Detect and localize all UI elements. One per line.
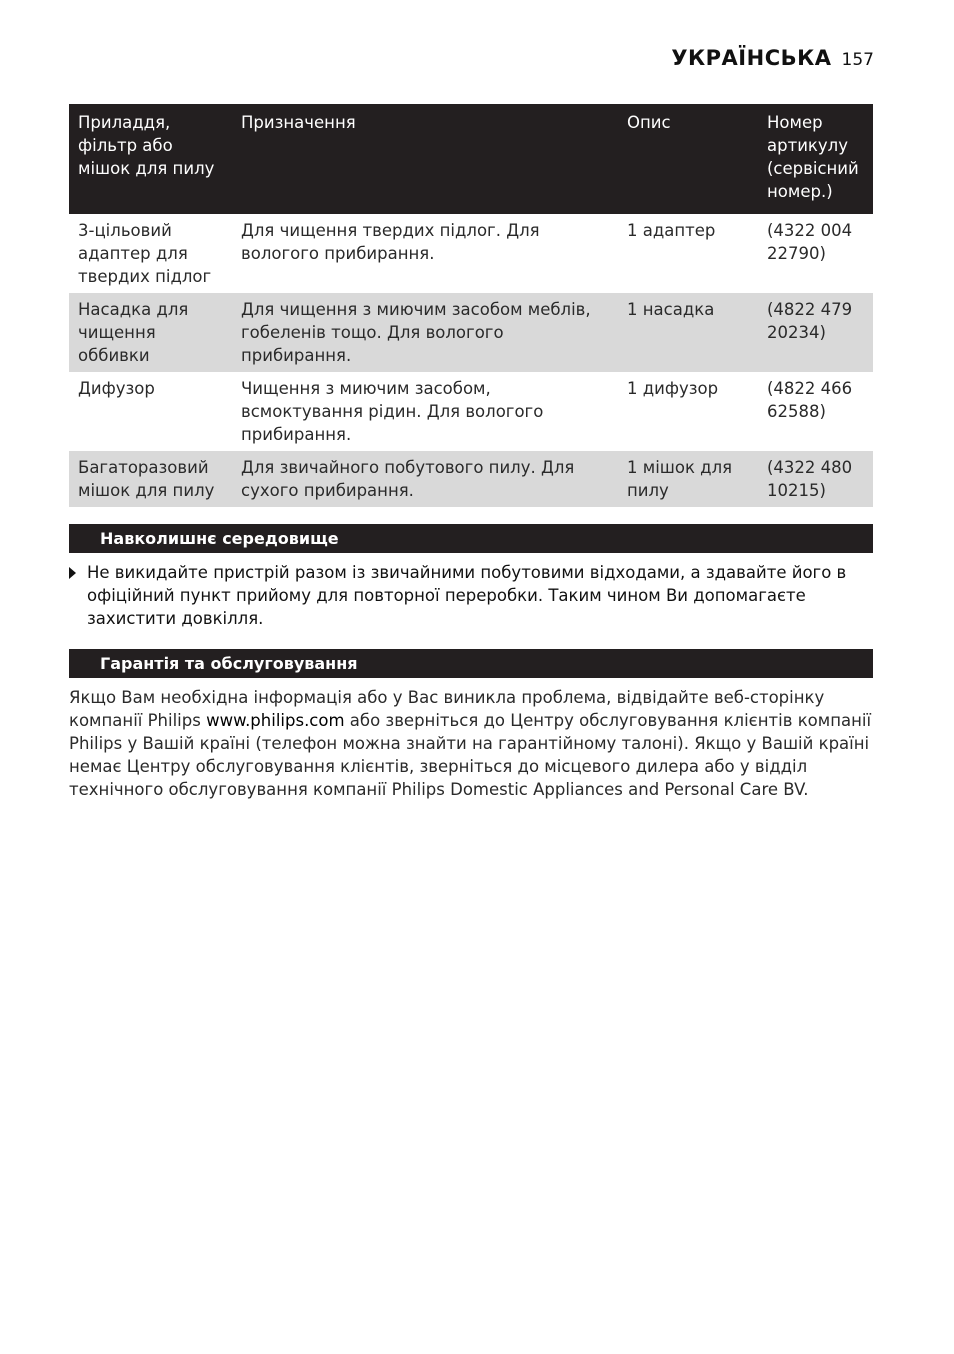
column-header-purpose: Призначення <box>232 104 618 214</box>
cell-article-number: (4822 479 20234) <box>758 293 873 372</box>
table-row <box>69 372 873 451</box>
cell-accessory: Багаторазовий мішок для пилу <box>69 451 232 507</box>
cell-purpose: Чищення з миючим засобом, всмоктування рідин. Для вологого прибирання. <box>241 379 544 444</box>
page-number: 157 <box>841 50 874 70</box>
cell-description: 1 мішок для пилу <box>618 451 758 507</box>
table-row <box>69 293 873 372</box>
cell-description: 1 адаптер <box>627 221 716 240</box>
warranty-text-before-link: Якщо Вам необхідна інформація або у Вас виникла проблема, відвідайте веб-сторінку компанії Philips <box>69 688 825 730</box>
language-title: УКРАЇНСЬКА <box>671 46 832 70</box>
accessories-table <box>69 104 873 507</box>
warranty-paragraph <box>69 686 873 801</box>
warranty-text-after-link: або зверніться до Центру обслуговування клієнтів компанії Philips у Вашій країні (телефон можна знайти на гарантійному талоні). Якщо у Вашій країні немає Центру обслуговування клієнтів, зверніться до місцевого дилера або у відділ технічного обслуговування компанії Philips Domestic Appliances and Personal Care BV. <box>69 711 872 799</box>
cell-article-number: (4822 466 62588) <box>767 379 853 421</box>
table-row <box>69 214 873 293</box>
cell-purpose: Для звичайного побутового пилу. Для сухого прибирання. <box>232 451 618 507</box>
cell-purpose: Для чищення з миючим засобом меблів, гобеленів тощо. Для вологого прибирання. <box>232 293 618 372</box>
environment-heading: Навколишнє середовище <box>69 524 873 553</box>
cell-accessory: Дифузор <box>78 379 155 398</box>
table-header-row <box>69 104 873 214</box>
environment-bullet-text: Не викидайте пристрій разом із звичайними побутовими відходами, а здавайте його в офіційний пункт прийому для повторної переробки. Таким чином Ви допомагаєте захистити довкілля. <box>87 563 847 628</box>
cell-accessory: 3-цільовий адаптер для твердих підлог <box>78 221 212 286</box>
cell-description: 1 дифузор <box>627 379 719 398</box>
table-row <box>69 451 873 507</box>
column-header-accessory: Приладдя, фільтр або мішок для пилу <box>69 104 232 214</box>
cell-description: 1 насадка <box>618 293 758 372</box>
bullet-arrow-icon <box>69 567 76 579</box>
column-header-article-number: Номер артикулу (сервісний номер.) <box>758 104 873 214</box>
cell-purpose: Для чищення твердих підлог. Для вологого прибирання. <box>241 221 540 263</box>
cell-article-number: (4322 480 10215) <box>758 451 873 507</box>
philips-website-link[interactable]: www.philips.com <box>206 711 345 730</box>
warranty-heading: Гарантія та обслуговування <box>69 649 873 678</box>
cell-accessory: Насадка для чищення оббивки <box>69 293 232 372</box>
cell-article-number: (4322 004 22790) <box>767 221 853 263</box>
page-header <box>671 46 874 70</box>
environment-bullet <box>69 561 869 630</box>
column-header-description: Опис <box>618 104 758 214</box>
